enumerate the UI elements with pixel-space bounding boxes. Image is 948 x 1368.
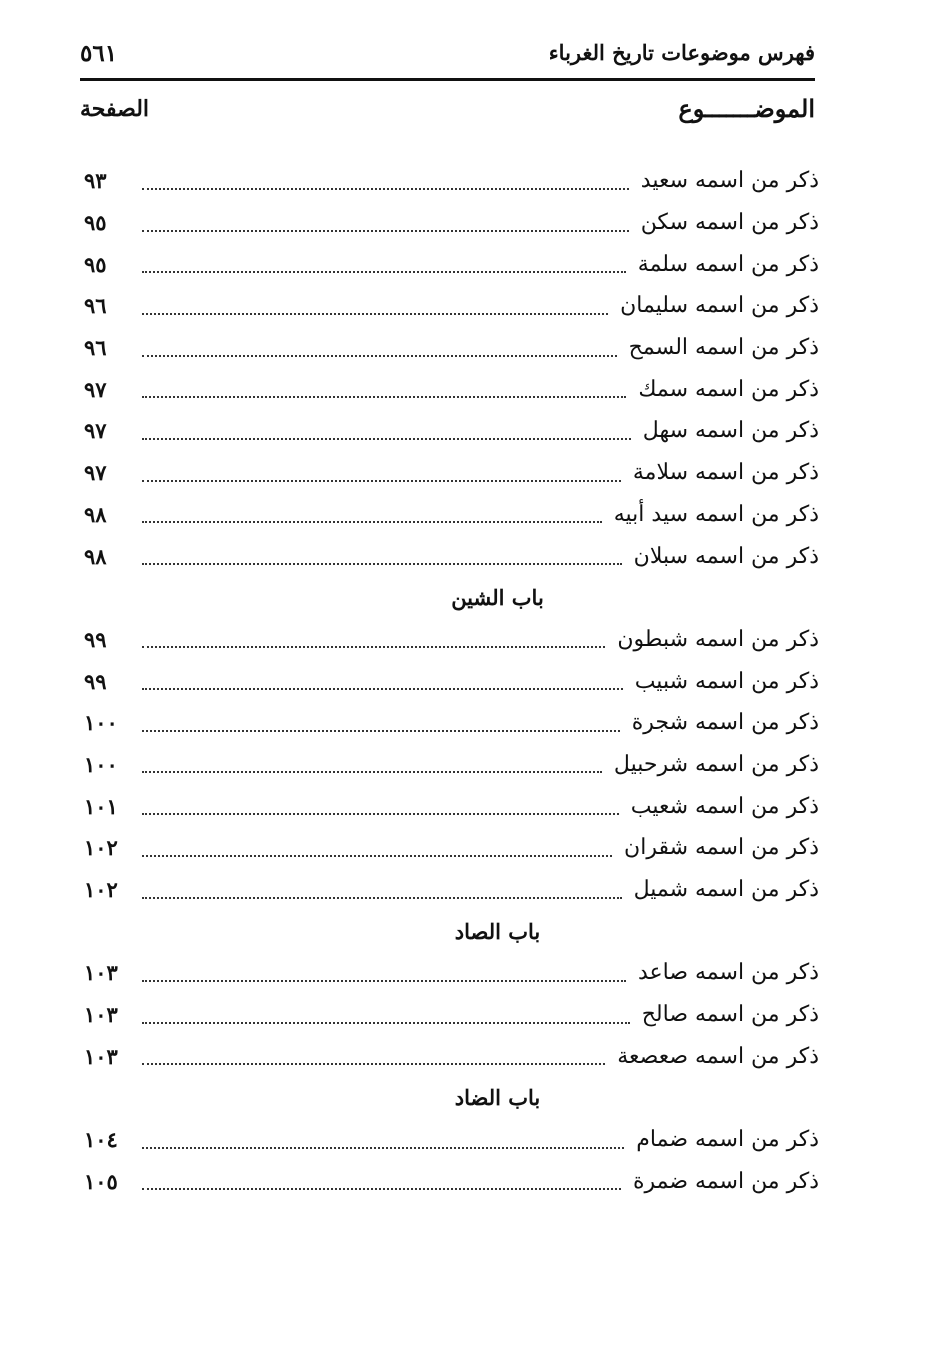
entry-title: ذكر من اسمه سليمان [620,293,819,319]
dot-leader [142,480,621,482]
entry-page-number: ١٠٣ [84,960,118,986]
section-heading-text: باب الشين [451,585,544,611]
entry-title: ذكر من اسمه سعيد [640,168,819,194]
dot-leader [142,980,626,982]
dot-leader [142,1188,621,1190]
index-entry [84,994,819,1036]
entry-title: ذكر من اسمه صعصعة [617,1043,819,1069]
entry-page-number: ٩٧ [84,376,107,402]
section-heading [84,577,819,619]
dot-leader [142,355,617,357]
entry-page-number: ١٠٢ [84,835,118,861]
index-entry [84,744,819,786]
entry-page-number: ٩٦ [84,335,107,361]
entry-page-number: ٩٧ [84,418,107,444]
dot-leader [142,688,623,690]
entry-page-number: ١٠٣ [84,1043,118,1069]
dot-leader [142,521,602,523]
entry-title: ذكر من اسمه صاعد [637,960,819,986]
index-entry [84,1161,819,1203]
index-entry [84,619,819,661]
index-entry [84,1119,819,1161]
dot-leader [142,813,619,815]
entry-title: ذكر من اسمه سلامة [632,460,819,486]
index-entry [84,785,819,827]
dot-leader [142,771,602,773]
entry-page-number: ٩٦ [84,293,107,319]
entry-page-number: ٩٧ [84,460,107,486]
entry-title: ذكر من اسمه سلمة [637,251,819,277]
entry-title: ذكر من اسمه سبلان [633,543,819,569]
index-entry [84,952,819,994]
index-entry [84,327,819,369]
entry-page-number: ٩٣ [84,168,107,194]
entry-page-number: ٩٩ [84,668,107,694]
page-number: ٥٦١ [80,40,118,67]
index-entry [84,452,819,494]
entry-page-number: ١٠٢ [84,877,118,903]
index-entry [84,410,819,452]
entry-title: ذكر من اسمه شميل [633,877,819,903]
entry-page-number: ١٠٣ [84,1002,118,1028]
index-entry [84,702,819,744]
dot-leader [142,563,622,565]
entry-page-number: ١٠٠ [84,751,118,777]
entry-page-number: ٩٨ [84,543,107,569]
dot-leader [142,313,608,315]
index-entry [84,285,819,327]
entry-title: ذكر من اسمه صالح [641,1002,819,1028]
entry-title: ذكر من اسمه سمك [638,376,819,402]
entry-page-number: ١٠٥ [84,1168,118,1194]
entry-title: ذكر من اسمه شقران [624,835,819,861]
dot-leader [142,730,620,732]
index-entry [84,160,819,202]
index-entry [84,494,819,536]
dot-leader [142,438,631,440]
dot-leader [142,1147,624,1149]
entry-title: ذكر من اسمه سهل [642,418,819,444]
dot-leader [142,230,629,232]
index-entry [84,202,819,244]
running-header [80,38,815,74]
section-heading [84,910,819,952]
entry-title: ذكر من اسمه ضمام [636,1127,819,1153]
entry-page-number: ١٠١ [84,793,118,819]
section-heading-text: باب الصاد [454,918,541,944]
page-column-heading: الصفحة [80,96,150,122]
index-entry [84,869,819,911]
dot-leader [142,646,605,648]
header-rule [80,78,815,81]
topic-column-heading: الموضـــــــوع [678,94,815,123]
entry-title: ذكر من اسمه شرحبيل [613,751,819,777]
section-heading [84,1077,819,1119]
dot-leader [142,188,629,190]
index-entry [84,535,819,577]
index-entry [84,660,819,702]
entry-title: ذكر من اسمه شبيب [634,668,819,694]
entry-title: ذكر من اسمه سكن [640,210,819,236]
entry-page-number: ٩٩ [84,626,107,652]
entry-title: ذكر من اسمه شبطون [617,626,819,652]
entry-page-number: ١٠٤ [84,1127,118,1153]
entry-title: ذكر من اسمه شعيب [630,793,819,819]
section-heading-text: باب الضاد [454,1085,541,1111]
index-entries [84,160,819,1202]
entry-title: ذكر من اسمه السمح [628,335,819,361]
dot-leader [142,271,626,273]
dot-leader [142,396,626,398]
index-entry [84,243,819,285]
dot-leader [142,1063,605,1065]
dot-leader [142,855,612,857]
column-headings [80,94,815,134]
entry-title: ذكر من اسمه ضمرة [632,1168,819,1194]
entry-title: ذكر من اسمه شجرة [631,710,819,736]
dot-leader [142,897,622,899]
entry-page-number: ٩٨ [84,501,107,527]
dot-leader [142,1022,630,1024]
entry-title: ذكر من اسمه سيد أبيه [613,501,819,527]
index-entry [84,827,819,869]
index-entry [84,1035,819,1077]
running-title: فهرس موضوعات تاريخ الغرباء [548,40,815,65]
entry-page-number: ١٠٠ [84,710,118,736]
index-entry [84,368,819,410]
entry-page-number: ٩٥ [84,210,107,236]
entry-page-number: ٩٥ [84,251,107,277]
